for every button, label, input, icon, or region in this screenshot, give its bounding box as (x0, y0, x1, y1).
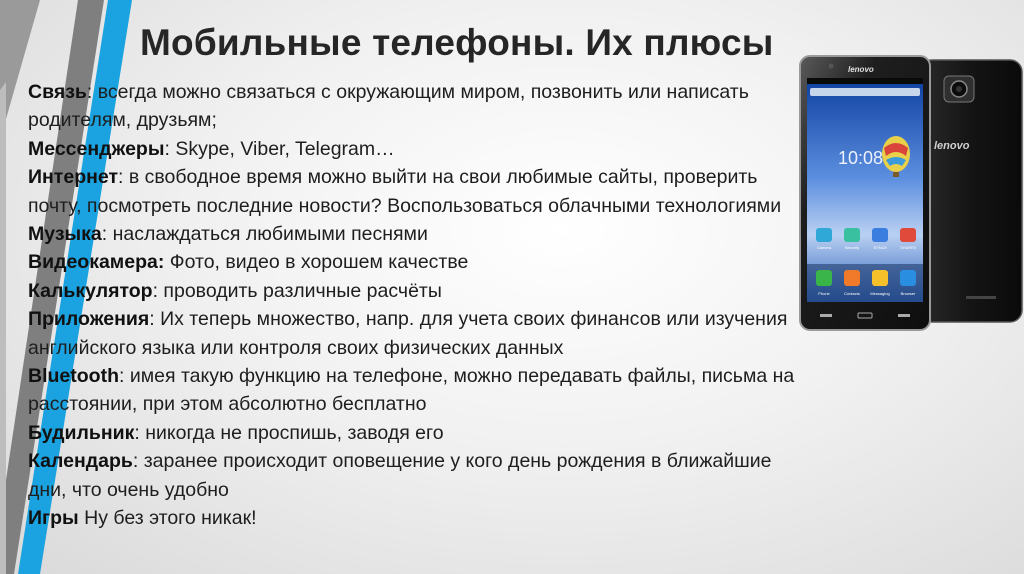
item-text: Ну без этого никак! (78, 507, 257, 530)
list-item (28, 163, 798, 220)
app-label: SYNCit (873, 245, 887, 250)
item-term: Игры (28, 507, 79, 530)
item-text: : никогда не проспишь, заводя его (134, 421, 444, 444)
app-label: SHAREit (900, 245, 916, 250)
benefits-list (28, 78, 798, 533)
list-item (28, 135, 798, 163)
smartphone-illustration (798, 52, 1024, 334)
list-item (28, 419, 798, 447)
item-term: Калькулятор (28, 279, 153, 302)
item-text: : имея такую функцию на телефоне, можно передавать файлы, письма на расстоянии, при этом абсолютно бесплатно (28, 365, 795, 416)
item-text: : наслаждаться любимыми песнями (101, 223, 428, 246)
item-term: Будильник (28, 421, 135, 444)
app-label: Security (844, 245, 860, 250)
list-item (28, 220, 798, 248)
item-text: : проводить различные расчёты (152, 279, 442, 302)
app-label: Phone (818, 291, 830, 296)
item-term: Приложения (28, 308, 150, 331)
phone-image (798, 52, 1024, 334)
list-item (28, 78, 798, 135)
list-item (28, 504, 798, 532)
item-term: Интернет (28, 166, 119, 189)
item-text: : заранее происходит оповещение у кого день рождения в ближайшие дни, что очень удобно (28, 450, 772, 501)
item-term: Музыка (28, 223, 102, 246)
item-term: Видеокамера: (28, 251, 165, 274)
item-term: Мессенджеры (28, 137, 165, 160)
app-label: Contacts (844, 291, 860, 296)
item-term: Bluetooth (28, 365, 119, 388)
list-item (28, 447, 798, 504)
list-item (28, 362, 798, 419)
app-label: Browser (900, 291, 916, 296)
item-text: : всегда можно связаться с окружающим миром, позвонить или написать родителям, друзьям; (28, 81, 749, 132)
lockscreen-clock: 10:08 (838, 148, 884, 168)
page-title: Мобильные телефоны. Их плюсы (140, 22, 774, 63)
item-text: : Skype, Viber, Telegram… (164, 137, 395, 160)
app-label: Camera (816, 245, 832, 250)
back-key-icon (820, 314, 832, 317)
list-item (28, 248, 798, 276)
item-term: Календарь (28, 450, 133, 473)
item-text: : Их теперь множество, напр. для учета своих финансов или изучения английского языка или контроля своих физических данных (28, 308, 788, 359)
item-text: : в свободное время можно выйти на свои любимые сайты, проверить почту, посмотреть последние новости? Воспользоваться облачными технологиями (28, 166, 782, 217)
app-label: Messaging (870, 291, 890, 296)
item-text: Фото, видео в хорошем качестве (164, 251, 469, 274)
front-brand-logo: lenovo (848, 65, 874, 74)
menu-key-icon (898, 314, 910, 317)
item-term: Связь (28, 81, 87, 103)
back-brand-logo: lenovo (934, 140, 970, 152)
list-item (28, 277, 798, 305)
list-item (28, 305, 798, 362)
